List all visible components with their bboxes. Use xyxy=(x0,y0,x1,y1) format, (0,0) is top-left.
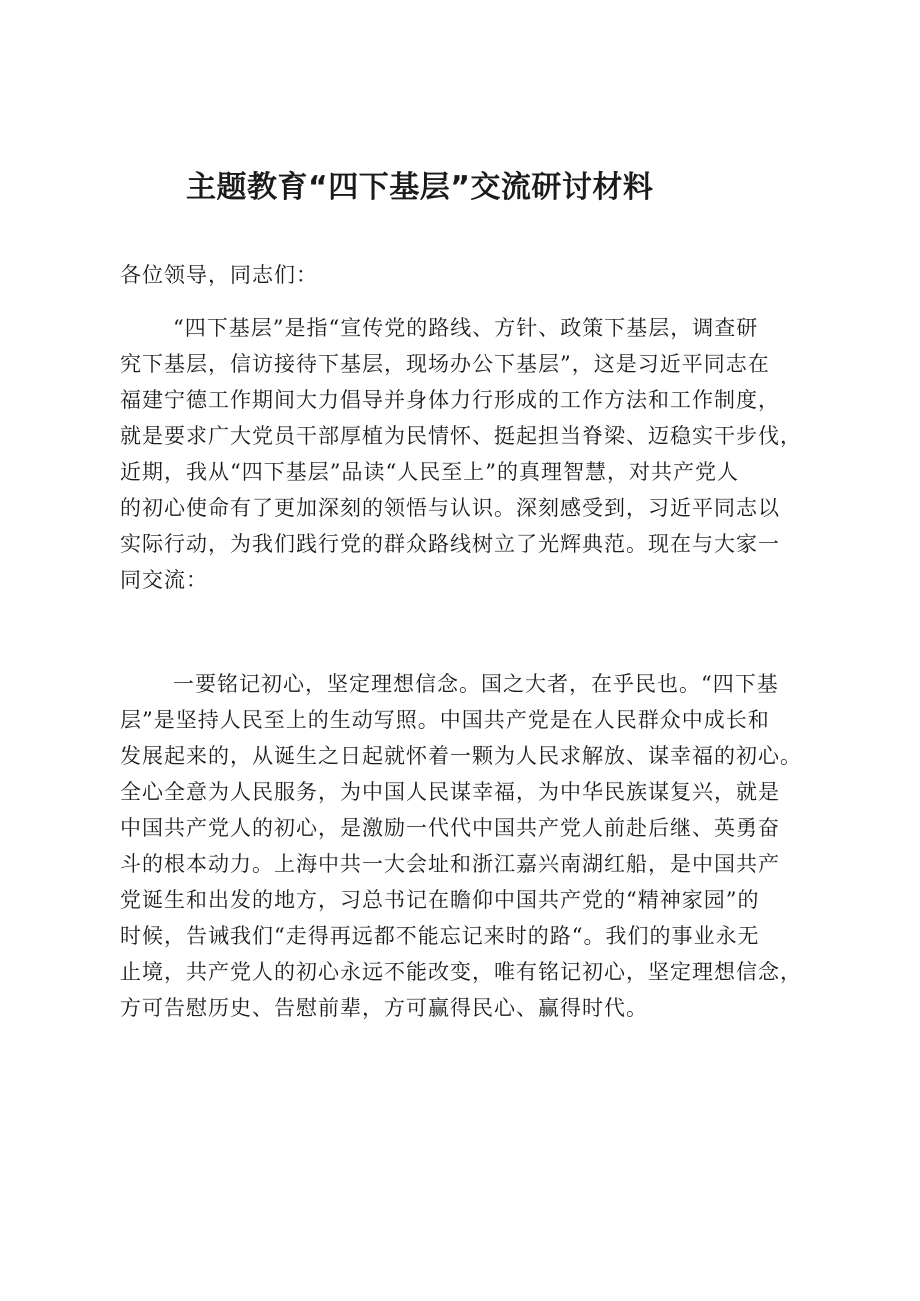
paragraph-line: 层”是坚持人民至上的生动写照。中国共产党是在人民群众中成长和 xyxy=(120,708,770,732)
paragraph-line: 近期，我从“四下基层”品读“人民至上”的真理智慧，对共产党人 xyxy=(120,460,739,484)
paragraph-line: 中国共产党人的初心，是激励一代代中国共产党人前赴后继、英勇奋 xyxy=(120,816,780,840)
paragraph-line: 实际行动，为我们践行党的群众路线树立了光辉典范。现在与大家一 xyxy=(120,532,780,556)
paragraph-line: 同交流： xyxy=(120,568,208,592)
paragraph-line: 一要铭记初心，坚定理想信念。国之大者，在乎民也。“四下基 xyxy=(173,672,779,696)
paragraph-line: 发展起来的，从诞生之日起就怀着一颗为人民求解放、谋幸福的初心。 xyxy=(120,744,802,768)
paragraph-intro xyxy=(120,310,820,598)
paragraph-line: 福建宁德工作期间大力倡导并身体力行形成的工作方法和工作制度， xyxy=(120,388,780,412)
paragraph-line: 的初心使命有了更加深刻的领悟与认识。深刻感受到，习近平同志以 xyxy=(120,496,780,520)
paragraph-line: 全心全意为人民服务，为中国人民谋幸福，为中华民族谋复兴，就是 xyxy=(120,780,780,804)
paragraph-line: 就是要求广大党员干部厚植为民情怀、挺起担当脊梁、迈稳实干步伐， xyxy=(120,424,802,448)
paragraph-line: “四下基层”是指“宣传党的路线、方针、政策下基层，调查研 xyxy=(173,316,759,340)
paragraph-line: 党诞生和出发的地方，习总书记在瞻仰中国共产党的“精神家园”的 xyxy=(120,888,760,912)
paragraph-line: 止境，共产党人的初心永远不能改变，唯有铭记初心，坚定理想信念， xyxy=(120,960,802,984)
paragraph-line: 时候，告诫我们“走得再远都不能忘记来时的路“。我们的事业永无 xyxy=(120,924,760,948)
paragraph-line: 斗的根本动力。上海中共一大会址和浙江嘉兴南湖红船，是中国共产 xyxy=(120,852,780,876)
paragraph-point-one xyxy=(120,666,820,1026)
salutation: 各位领导，同志们： xyxy=(120,263,318,287)
document-title: 主题教育“四下基层”交流研讨材料 xyxy=(186,170,654,205)
paragraph-line: 究下基层，信访接待下基层，现场办公下基层”，这是习近平同志在 xyxy=(120,352,770,376)
paragraph-line: 方可告慰历史、告慰前辈，方可赢得民心、赢得时代。 xyxy=(120,996,648,1020)
